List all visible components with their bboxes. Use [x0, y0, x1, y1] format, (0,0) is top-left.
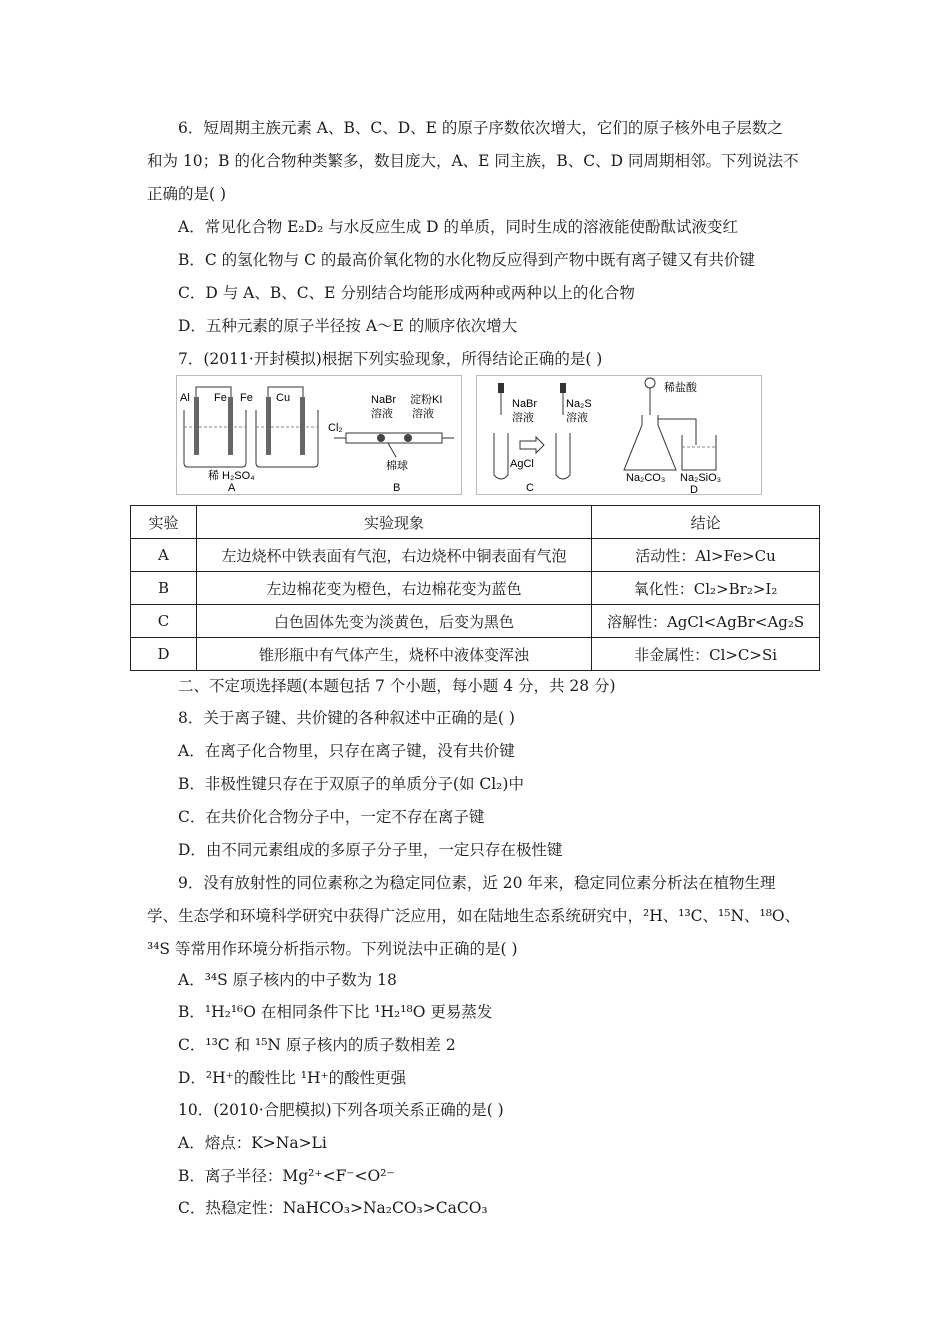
q9-line1: 9．没有放射性的同位素称之为稳定同位素，近 20 年来，稳定同位素分析法在植物生理 [178, 874, 776, 892]
q6-option-a: A．常见化合物 E₂D₂ 与水反应生成 D 的单质，同时生成的溶液能使酚酞试液变红 [178, 218, 739, 236]
table-row [131, 638, 820, 671]
q8-option-b: B．非极性键只存在于双原子的单质分子(如 Cl₂)中 [178, 775, 524, 793]
table-cell: 活动性：Al>Fe>Cu [592, 539, 820, 572]
q9-line2: 学、生态学和环境科学研究中获得广泛应用，如在陆地生态系统研究中，²H、¹³C、¹⁵N、¹⁸O、 [147, 907, 801, 925]
q10-option-c: C．热稳定性：NaHCO₃>Na₂CO₃>CaCO₃ [178, 1199, 488, 1217]
table-header: 结论 [592, 506, 820, 539]
label-fe-1: Fe [214, 392, 227, 404]
label-solution-c2: 溶液 [566, 412, 588, 424]
q8-stem: 8．关于离子键、共价键的各种叙述中正确的是( ) [178, 709, 515, 727]
q6-line3: 正确的是( ) [147, 185, 227, 203]
table-cell: C [131, 605, 197, 638]
table-header: 实验现象 [196, 506, 591, 539]
q8-option-c: C．在共价化合物分子中，一定不存在离子键 [178, 808, 485, 826]
label-solution-1: 溶液 [371, 408, 393, 420]
table-cell: A [131, 539, 197, 572]
q10-option-b: B．离子半径：Mg²⁺<F⁻<O²⁻ [178, 1167, 395, 1185]
table-cell: 左边烧杯中铁表面有气泡，右边烧杯中铜表面有气泡 [196, 539, 591, 572]
label-na2s: Na₂S [566, 398, 592, 410]
label-na2sio3: Na₂SiO₃ [680, 472, 722, 484]
table-cell: 白色固体先变为淡黄色，后变为黑色 [196, 605, 591, 638]
table-cell: 锥形瓶中有气体产生，烧杯中液体变浑浊 [196, 638, 591, 671]
table-header-row [131, 506, 820, 539]
table-row [131, 605, 820, 638]
label-fe-2: Fe [240, 392, 253, 404]
label-b: B [393, 482, 401, 494]
experiment-figure-ab [176, 375, 462, 495]
label-cotton: 棉球 [386, 460, 408, 472]
label-starch-ki: 淀粉KI [410, 394, 443, 406]
q9-option-b: B．¹H₂¹⁶O 在相同条件下比 ¹H₂¹⁸O 更易蒸发 [178, 1003, 493, 1021]
table-cell: B [131, 572, 197, 605]
q9-option-c: C．¹³C 和 ¹⁵N 原子核内的质子数相差 2 [178, 1036, 456, 1054]
q8-option-d: D．由不同元素组成的多原子分子里，一定只存在极性键 [178, 841, 563, 859]
q10-stem: 10．(2010·合肥模拟)下列各项关系正确的是( ) [178, 1101, 504, 1119]
label-cl2: Cl₂ [328, 422, 343, 434]
q10-option-a: A．熔点：K>Na>Li [178, 1134, 327, 1152]
table-row [131, 572, 820, 605]
label-c: C [526, 482, 534, 494]
q6-line2: 和为 10；B 的化合物种类繁多，数目庞大，A、E 同主族，B、C、D 同周期相邻。下列说法不 [147, 152, 799, 170]
q8-option-a: A．在离子化合物里，只存在离子键，没有共价键 [178, 742, 515, 760]
table-cell: 左边棉花变为橙色，右边棉花变为蓝色 [196, 572, 591, 605]
experiment-table [130, 505, 820, 671]
q9-option-d: D．²H⁺的酸性比 ¹H⁺的酸性更强 [178, 1069, 407, 1087]
table-row [131, 539, 820, 572]
label-nabr-c: NaBr [512, 398, 538, 410]
label-al: Al [180, 392, 190, 404]
q6-option-d: D．五种元素的原子半径按 A～E 的顺序依次增大 [178, 317, 518, 335]
experiment-figure-cd [476, 375, 762, 495]
table-cell: 溶解性：AgCl<AgBr<Ag₂S [592, 605, 820, 638]
label-na2co3: Na₂CO₃ [626, 472, 666, 484]
section-heading: 二、不定项选择题(本题包括 7 个小题，每小题 4 分，共 28 分) [178, 677, 616, 695]
q6-line1: 6．短周期主族元素 A、B、C、D、E 的原子序数依次增大，它们的原子核外电子层数之 [178, 119, 783, 137]
label-dilute-acid: 稀 H₂SO₄ [208, 470, 255, 482]
label-cu: Cu [276, 392, 291, 404]
label-solution-2: 溶液 [412, 408, 434, 420]
q9-option-a: A．³⁴S 原子核内的中子数为 18 [178, 971, 397, 989]
q7-stem: 7．(2011·开封模拟)根据下列实验现象，所得结论正确的是( ) [178, 350, 603, 368]
label-dilute-hcl: 稀盐酸 [664, 382, 697, 394]
label-a: A [228, 482, 236, 494]
q9-line3: ³⁴S 等常用作环境分析指示物。下列说法中正确的是( ) [147, 940, 518, 958]
table-cell: 非金属性：Cl>C>Si [592, 638, 820, 671]
label-d: D [690, 484, 698, 495]
table-cell: D [131, 638, 197, 671]
q6-option-b: B．C 的氢化物与 C 的最高价氧化物的水化物反应得到产物中既有离子键又有共价键 [178, 251, 755, 269]
table-cell: 氧化性：Cl₂>Br₂>I₂ [592, 572, 820, 605]
table-header: 实验 [131, 506, 197, 539]
label-nabr: NaBr [371, 394, 397, 406]
label-agcl: AgCl [510, 458, 534, 470]
label-solution-c1: 溶液 [512, 412, 534, 424]
q6-option-c: C．D 与 A、B、C、E 分别结合均能形成两种或两种以上的化合物 [178, 284, 635, 302]
